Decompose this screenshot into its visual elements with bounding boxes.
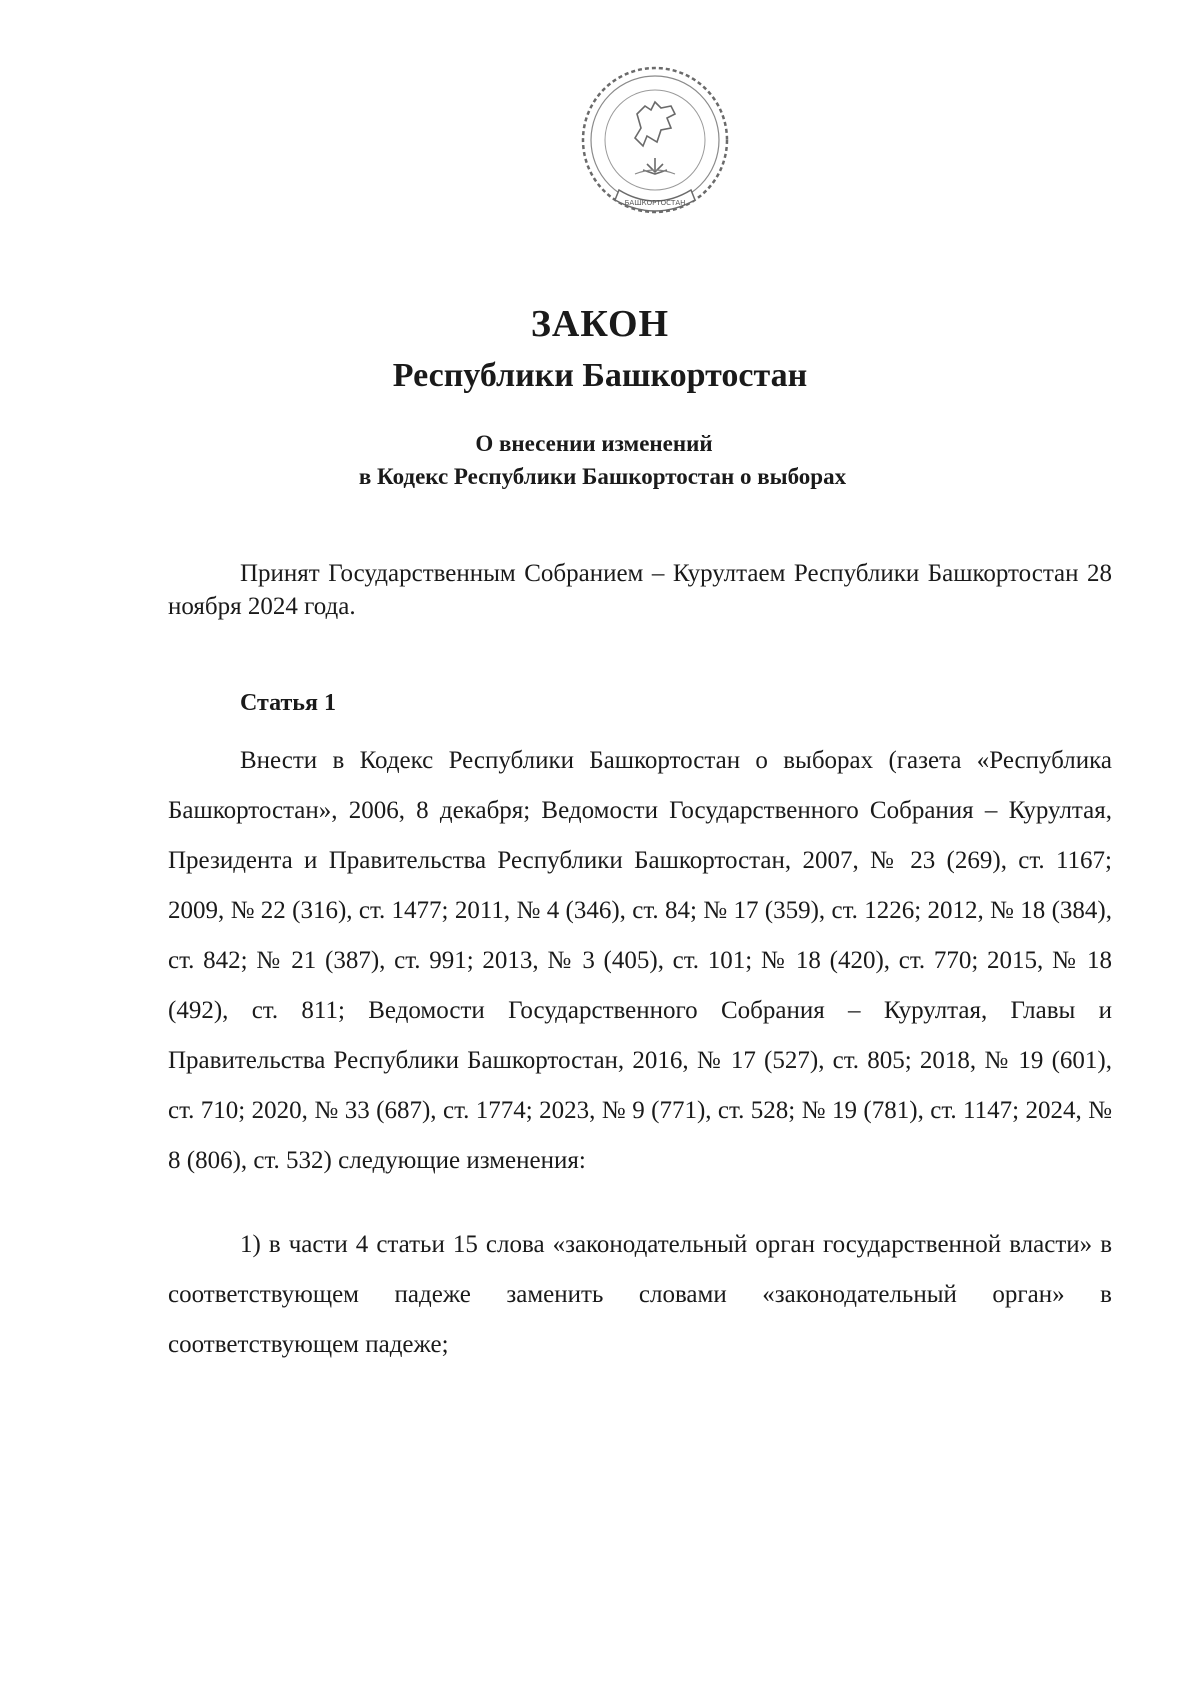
article-heading: Статья 1 [240, 690, 336, 716]
document-subtitle: Республики Башкортостан [392, 357, 808, 394]
subject-line-1: О внесении изменений [475, 431, 713, 456]
article-1-item-1: 1) в части 4 статьи 15 слова «законодательный орган государственной власти» в соответствующем падеже заменить словами «законодательный орган» в соответствующем падеже; [168, 1231, 1112, 1358]
coat-of-arms-icon [575, 62, 735, 232]
adoption-statement: Принят Государственным Собранием – Курултаем Республики Башкортостан 28 ноября 2024 года. [168, 560, 1112, 620]
subject-line-2: в Кодекс Республики Башкортостан о выборах [358, 464, 847, 489]
article-1-text: Внести в Кодекс Республики Башкортостан о выборах (газета «Республика Башкортостан», 2006, 8 декабря; Ведомости Государственного Собрания – Курултая, Президента и Правительства Республики Башкортостан, 2007, № 23 (269), ст. 1167; 2009, № 22 (316), ст. 1477; 2011, № 4 (346), ст. 84; № 17 (359), ст. 1226; 2012, № 18 (384), ст. 842; № 21 (387), ст. 991; 2013, № 3 (405), ст. 101; № 18 (420), ст. 770; 2015, № 18 (492), ст. 811; Ведомости Государственного Собрания – Курултая, Главы и Правительства Республики Башкортостан, 2016, № 17 (527), ст. 805; 2018, № 19 (601), ст. 710; 2020, № 33 (687), ст. 1774; 2023, № 9 (771), ст. 528; № 19 (781), ст. 1147; 2024, № 8 (806), ст. 532) следующие изменения: [168, 747, 1112, 1174]
emblem-ribbon-text: БАШКОРТОСТАН [624, 199, 686, 207]
document-title: ЗАКОН [530, 303, 670, 345]
